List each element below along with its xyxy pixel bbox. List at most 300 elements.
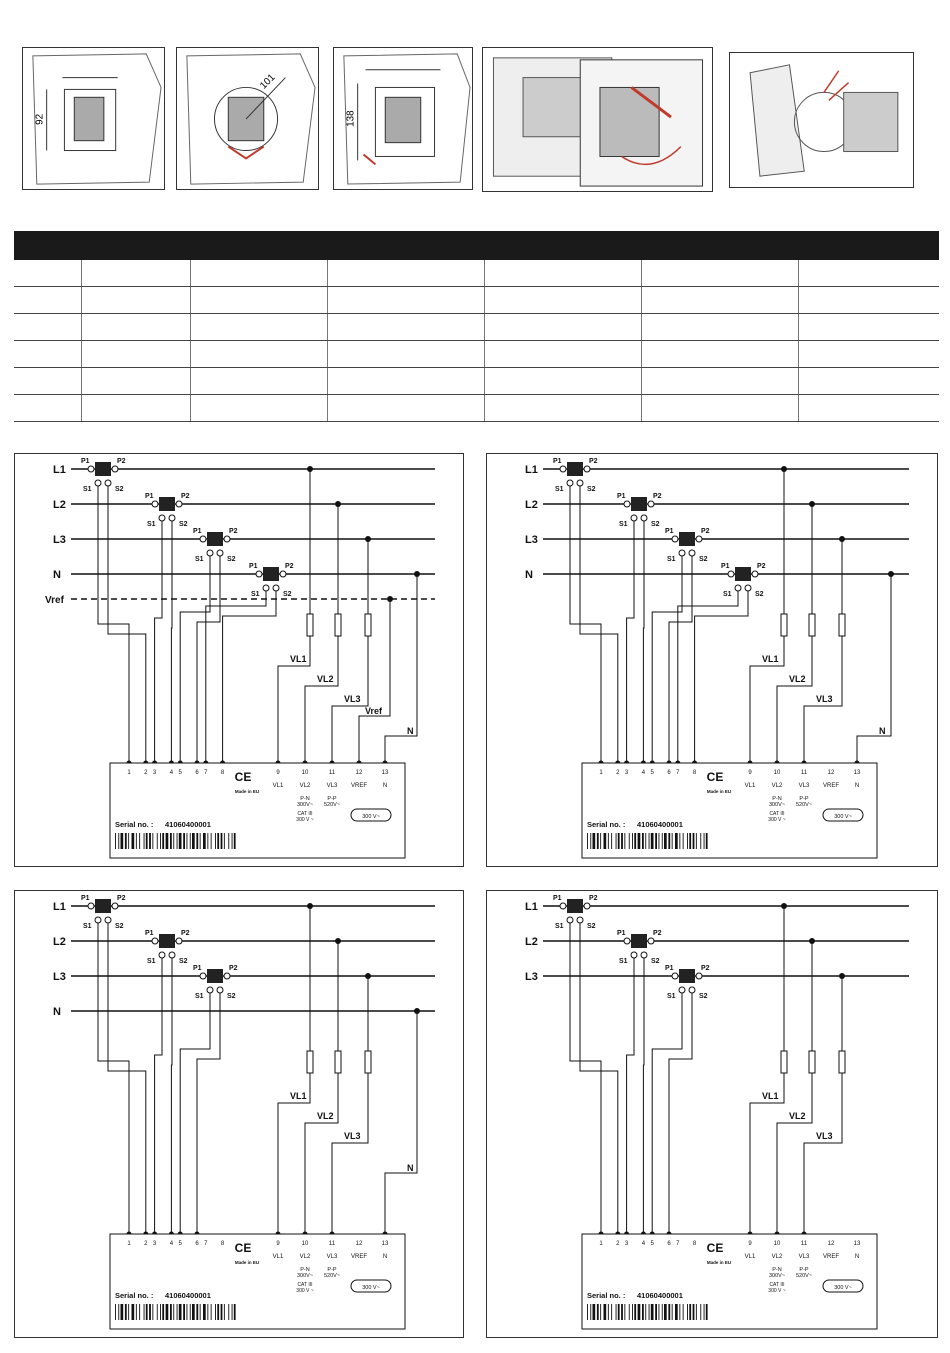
ct-label-p1: P1 bbox=[665, 528, 674, 535]
ce-mark: CE bbox=[234, 1241, 252, 1255]
terminal-ring bbox=[560, 903, 566, 909]
ct-secondary-wire bbox=[643, 521, 644, 763]
voltage-label-vl2: VL2 bbox=[317, 674, 334, 684]
ct-secondary-wire bbox=[98, 486, 129, 763]
terminal-number: 7 bbox=[676, 1241, 680, 1247]
voltage-label-vl3: VL3 bbox=[816, 694, 833, 704]
mounting-step-1 bbox=[22, 47, 165, 190]
terminal-ring bbox=[273, 585, 279, 591]
ct-label-p2: P2 bbox=[117, 895, 126, 902]
voltage-label-vl3: VL3 bbox=[344, 1131, 361, 1141]
terminal-ring bbox=[728, 571, 734, 577]
terminal-number: 12 bbox=[355, 770, 363, 776]
cat-voltage: 300 V ~ bbox=[296, 1288, 314, 1294]
barcode-bar bbox=[125, 1304, 127, 1320]
barcode-bar bbox=[632, 833, 633, 849]
diagram-svg bbox=[487, 454, 939, 868]
ct-label-s2: S2 bbox=[227, 556, 236, 563]
barcode-bar bbox=[642, 1304, 644, 1320]
ct-secondary-wire bbox=[570, 923, 601, 1234]
terminal-number: 2 bbox=[616, 770, 620, 776]
barcode-bar bbox=[192, 1304, 195, 1320]
terminal-number: 13 bbox=[381, 770, 389, 776]
barcode-bar bbox=[621, 1304, 623, 1320]
barcode-bar bbox=[187, 1304, 188, 1320]
cat-label: CAT III bbox=[297, 811, 313, 817]
terminal-ring bbox=[752, 571, 758, 577]
terminal-number: 10 bbox=[301, 770, 309, 776]
ct-secondary-wire bbox=[627, 521, 634, 763]
barcode-bar bbox=[115, 1304, 116, 1320]
current-transformer bbox=[567, 899, 583, 913]
terminal-number: 10 bbox=[773, 1241, 781, 1247]
barcode-bar bbox=[679, 1304, 680, 1320]
terminal-number: 6 bbox=[195, 1241, 199, 1247]
serial-value: 41060400001 bbox=[637, 820, 683, 829]
terminal-ring bbox=[696, 973, 702, 979]
barcode-bar bbox=[608, 1304, 609, 1320]
barcode-bar bbox=[604, 1304, 607, 1320]
ct-label-s1: S1 bbox=[555, 486, 564, 493]
terminal-number: 8 bbox=[692, 1241, 697, 1247]
terminal-ring bbox=[169, 952, 175, 958]
barcode-bar bbox=[587, 1304, 588, 1320]
terminal-ring bbox=[159, 952, 165, 958]
barcode-bar bbox=[642, 833, 644, 849]
barcode-bar bbox=[221, 1304, 223, 1320]
fuse bbox=[307, 614, 313, 636]
terminal-ring bbox=[641, 515, 647, 521]
terminal-number: 13 bbox=[853, 770, 861, 776]
barcode-bar bbox=[132, 833, 135, 849]
ct-label-s2: S2 bbox=[755, 591, 764, 598]
terminal-ring bbox=[88, 903, 94, 909]
terminal-label-vl3: VL3 bbox=[326, 783, 338, 789]
terminal-label-n: N bbox=[854, 783, 860, 789]
terminal-number: 1 bbox=[127, 770, 131, 776]
made-in-label: Made in EU bbox=[234, 789, 260, 794]
ct-secondary-wire bbox=[155, 521, 162, 763]
serial-value: 41060400001 bbox=[637, 1291, 683, 1300]
terminal-label-vl1: VL1 bbox=[744, 783, 756, 789]
barcode-bar bbox=[590, 833, 591, 849]
terminal-ring bbox=[672, 536, 678, 542]
barcode-bar bbox=[659, 1304, 660, 1320]
table-row bbox=[14, 287, 939, 314]
cat-label: CAT III bbox=[769, 811, 785, 817]
terminal-ring bbox=[207, 550, 213, 556]
barcode-bar bbox=[162, 833, 164, 849]
barcode-bar bbox=[704, 1304, 705, 1320]
barcode-bar bbox=[696, 833, 697, 849]
ct-label-p1: P1 bbox=[617, 493, 626, 500]
current-transformer bbox=[159, 934, 175, 948]
phase-label-n: N bbox=[525, 569, 533, 581]
barcode-bar bbox=[624, 1304, 625, 1320]
mounting-step-2 bbox=[176, 47, 319, 190]
fuse bbox=[809, 1051, 815, 1073]
terminal-number: 8 bbox=[692, 770, 697, 776]
terminal-ring bbox=[567, 480, 573, 486]
pp-value: 520V~ bbox=[323, 1273, 341, 1279]
ct-secondary-wire bbox=[580, 923, 618, 1234]
ct-label-p2: P2 bbox=[701, 965, 710, 972]
barcode-bar bbox=[157, 1304, 158, 1320]
barcode-bar bbox=[672, 1304, 673, 1320]
barcode-bar bbox=[162, 1304, 164, 1320]
barcode-bar bbox=[600, 833, 601, 849]
barcode-bar bbox=[664, 833, 667, 849]
terminal-number: 7 bbox=[676, 770, 680, 776]
ct-secondary-wire bbox=[108, 923, 146, 1234]
terminal-ring bbox=[280, 571, 286, 577]
voltage-label-vl1: VL1 bbox=[762, 654, 779, 664]
barcode-bar bbox=[187, 833, 188, 849]
fuse bbox=[335, 614, 341, 636]
made-in-label: Made in EU bbox=[706, 1260, 732, 1265]
terminal-number: 5 bbox=[178, 770, 182, 776]
barcode-bar bbox=[211, 1304, 212, 1320]
terminal-label-vl3: VL3 bbox=[326, 1254, 338, 1260]
terminal-ring bbox=[217, 987, 223, 993]
rating-box-text: 300 V~ bbox=[834, 814, 852, 820]
ct-secondary-wire bbox=[627, 958, 634, 1234]
serial-value: 41060400001 bbox=[165, 820, 211, 829]
barcode-bar bbox=[621, 833, 623, 849]
terminal-ring bbox=[641, 952, 647, 958]
terminal-number: 11 bbox=[328, 1241, 336, 1247]
voltage-wire bbox=[332, 1073, 368, 1234]
step2-dimension: 101 bbox=[258, 72, 278, 92]
phase-label-l2: L2 bbox=[53, 499, 66, 511]
ct-secondary-wire bbox=[695, 591, 748, 763]
barcode-bar bbox=[593, 1304, 596, 1320]
terminal-number: 4 bbox=[169, 770, 174, 776]
terminal-number: 11 bbox=[800, 1241, 808, 1247]
ct-label-p2: P2 bbox=[181, 930, 190, 937]
rating-box-text: 300 V~ bbox=[834, 1285, 852, 1291]
voltage-wire bbox=[777, 1073, 812, 1234]
ct-label-s2: S2 bbox=[179, 521, 188, 528]
terminal-number: 12 bbox=[827, 770, 835, 776]
phase-label-l1: L1 bbox=[53, 901, 66, 913]
ct-label-p1: P1 bbox=[81, 458, 90, 465]
barcode-bar bbox=[217, 1304, 219, 1320]
terminal-ring bbox=[207, 987, 213, 993]
ct-label-s2: S2 bbox=[699, 993, 708, 1000]
barcode-bar bbox=[611, 833, 612, 849]
terminal-number: 5 bbox=[650, 1241, 654, 1247]
terminal-number: 6 bbox=[195, 770, 199, 776]
terminal-ring bbox=[696, 536, 702, 542]
barcode-bar bbox=[146, 1304, 148, 1320]
ct-label-p2: P2 bbox=[701, 528, 710, 535]
pp-value: 520V~ bbox=[323, 802, 341, 808]
pp-label: P-P bbox=[799, 1267, 809, 1273]
rating-box-text: 300 V~ bbox=[362, 814, 380, 820]
barcode-bar bbox=[221, 833, 223, 849]
phase-label-l2: L2 bbox=[53, 936, 66, 948]
barcode-bar bbox=[616, 1304, 617, 1320]
ct-label-p2: P2 bbox=[229, 965, 238, 972]
terminal-ring bbox=[560, 466, 566, 472]
terminal-number: 13 bbox=[381, 1241, 389, 1247]
terminal-number: 10 bbox=[773, 770, 781, 776]
voltage-label-n: N bbox=[407, 1163, 414, 1173]
barcode-bar bbox=[152, 1304, 153, 1320]
barcode-bar bbox=[228, 833, 229, 849]
barcode-bar bbox=[645, 1304, 646, 1320]
ct-label-p1: P1 bbox=[249, 563, 258, 570]
terminal-number: 11 bbox=[800, 770, 808, 776]
ct-label-s1: S1 bbox=[195, 556, 204, 563]
barcode-bar bbox=[590, 1304, 591, 1320]
mounting-step-5 bbox=[729, 52, 914, 188]
ct-secondary-wire bbox=[206, 591, 266, 763]
ct-label-s2: S2 bbox=[283, 591, 292, 598]
pn-label: P-N bbox=[300, 1267, 310, 1273]
terminal-number: 10 bbox=[301, 1241, 309, 1247]
diagram-svg bbox=[487, 891, 939, 1339]
barcode-bar bbox=[587, 833, 588, 849]
barcode-bar bbox=[128, 833, 129, 849]
voltage-label-n: N bbox=[407, 726, 414, 736]
terminal-label-vref: VREF bbox=[822, 1254, 840, 1260]
terminal-number: 4 bbox=[641, 770, 646, 776]
terminal-label-vl3: VL3 bbox=[798, 783, 810, 789]
terminal-number: 2 bbox=[144, 770, 148, 776]
terminal-number: 9 bbox=[748, 1241, 752, 1247]
pp-value: 520V~ bbox=[795, 1273, 813, 1279]
barcode-bar bbox=[136, 833, 137, 849]
barcode-bar bbox=[604, 833, 607, 849]
voltage-wire bbox=[804, 1073, 842, 1234]
ct-label-p2: P2 bbox=[117, 458, 126, 465]
terminal-label-vref: VREF bbox=[350, 783, 368, 789]
fuse bbox=[365, 614, 371, 636]
barcode-bar bbox=[115, 833, 116, 849]
cat-voltage: 300 V ~ bbox=[768, 817, 786, 823]
ce-mark: CE bbox=[706, 770, 724, 784]
ct-secondary-wire bbox=[669, 556, 692, 763]
terminal-ring bbox=[152, 501, 158, 507]
barcode-bar bbox=[234, 833, 236, 849]
terminal-ring bbox=[217, 550, 223, 556]
barcode-bar bbox=[170, 833, 172, 849]
terminal-ring bbox=[624, 501, 630, 507]
ct-label-p1: P1 bbox=[145, 493, 154, 500]
phase-label-n: N bbox=[53, 569, 61, 581]
terminal-ring bbox=[176, 938, 182, 944]
barcode-bar bbox=[144, 1304, 145, 1320]
pn-value: 300V~ bbox=[768, 802, 786, 808]
terminal-label-vl1: VL1 bbox=[272, 1254, 284, 1260]
ct-secondary-wire bbox=[180, 993, 210, 1234]
terminal-ring bbox=[176, 501, 182, 507]
phase-label-l3: L3 bbox=[53, 534, 66, 546]
spec-table-header bbox=[14, 231, 939, 260]
ct-label-p2: P2 bbox=[653, 493, 662, 500]
terminal-number: 12 bbox=[355, 1241, 363, 1247]
terminal-ring bbox=[624, 938, 630, 944]
ct-label-p1: P1 bbox=[553, 458, 562, 465]
fuse bbox=[839, 1051, 845, 1073]
barcode-bar bbox=[629, 1304, 630, 1320]
terminal-label-n: N bbox=[382, 1254, 388, 1260]
barcode-bar bbox=[146, 833, 148, 849]
ct-secondary-wire bbox=[643, 958, 644, 1234]
barcode-bar bbox=[196, 833, 198, 849]
terminal-ring bbox=[105, 917, 111, 923]
ct-label-p2: P2 bbox=[181, 493, 190, 500]
ct-label-s1: S1 bbox=[195, 993, 204, 1000]
current-transformer bbox=[735, 567, 751, 581]
pn-value: 300V~ bbox=[296, 802, 314, 808]
terminal-number: 2 bbox=[144, 1241, 148, 1247]
barcode-bar bbox=[173, 833, 174, 849]
barcode-bar bbox=[234, 1304, 236, 1320]
barcode-bar bbox=[634, 1304, 636, 1320]
ct-label-p1: P1 bbox=[617, 930, 626, 937]
barcode-bar bbox=[600, 1304, 601, 1320]
terminal-ring bbox=[95, 917, 101, 923]
barcode-bar bbox=[224, 1304, 225, 1320]
barcode-bar bbox=[706, 1304, 708, 1320]
terminal-number: 5 bbox=[178, 1241, 182, 1247]
terminal-label-vl2: VL2 bbox=[299, 1254, 311, 1260]
terminal-ring bbox=[95, 480, 101, 486]
barcode-bar bbox=[693, 833, 695, 849]
ct-label-p1: P1 bbox=[665, 965, 674, 972]
vref-line-label: Vref bbox=[45, 595, 64, 606]
diagram-svg bbox=[15, 891, 465, 1339]
terminal-ring bbox=[105, 480, 111, 486]
terminal-number: 13 bbox=[853, 1241, 861, 1247]
terminal-number: 9 bbox=[276, 770, 280, 776]
ct-secondary-wire bbox=[171, 958, 172, 1234]
barcode-bar bbox=[689, 1304, 691, 1320]
terminal-ring bbox=[224, 536, 230, 542]
voltage-label-vl1: VL1 bbox=[290, 654, 307, 664]
barcode-bar bbox=[166, 1304, 169, 1320]
rating-box-text: 300 V~ bbox=[362, 1285, 380, 1291]
terminal-ring bbox=[224, 973, 230, 979]
pp-value: 520V~ bbox=[795, 802, 813, 808]
barcode-bar bbox=[649, 833, 650, 849]
terminal-ring bbox=[735, 585, 741, 591]
ct-label-s2: S2 bbox=[115, 486, 124, 493]
mounting-step-4 bbox=[482, 47, 713, 192]
current-transformer bbox=[679, 969, 695, 983]
barcode-bar bbox=[693, 1304, 695, 1320]
barcode-bar bbox=[696, 1304, 697, 1320]
barcode-bar bbox=[190, 1304, 191, 1320]
barcode-bar bbox=[121, 833, 124, 849]
ct-label-s2: S2 bbox=[179, 958, 188, 965]
barcode-bar bbox=[655, 1304, 657, 1320]
barcode-bar bbox=[139, 1304, 140, 1320]
terminal-number: 2 bbox=[616, 1241, 620, 1247]
table-row bbox=[14, 260, 939, 287]
barcode-bar bbox=[659, 833, 660, 849]
ct-secondary-wire bbox=[669, 993, 692, 1234]
ct-label-s1: S1 bbox=[147, 958, 156, 965]
ct-label-s1: S1 bbox=[83, 486, 92, 493]
wiring-diagram-3wire bbox=[486, 890, 938, 1338]
ct-secondary-wire bbox=[98, 923, 129, 1234]
pn-value: 300V~ bbox=[296, 1273, 314, 1279]
ct-label-s2: S2 bbox=[587, 923, 596, 930]
barcode-bar bbox=[668, 1304, 670, 1320]
barcode-bar bbox=[228, 1304, 229, 1320]
terminal-ring bbox=[631, 952, 637, 958]
current-transformer bbox=[95, 462, 111, 476]
terminal-ring bbox=[200, 973, 206, 979]
barcode-bar bbox=[634, 833, 636, 849]
barcode-bar bbox=[649, 1304, 650, 1320]
pn-label: P-N bbox=[772, 796, 782, 802]
terminal-number: 6 bbox=[667, 770, 671, 776]
terminal-number: 3 bbox=[152, 770, 157, 776]
terminal-number: 11 bbox=[328, 770, 336, 776]
barcode-bar bbox=[687, 833, 688, 849]
cat-label: CAT III bbox=[769, 1282, 785, 1288]
barcode-bar bbox=[149, 1304, 151, 1320]
made-in-label: Made in EU bbox=[234, 1260, 260, 1265]
barcode-bar bbox=[645, 833, 646, 849]
table-row bbox=[14, 395, 939, 422]
terminal-label-n: N bbox=[854, 1254, 860, 1260]
barcode-bar bbox=[597, 1304, 599, 1320]
barcode-bar bbox=[683, 1304, 684, 1320]
barcode-bar bbox=[215, 1304, 216, 1320]
barcode-bar bbox=[616, 833, 617, 849]
spec-table bbox=[14, 231, 939, 422]
current-transformer bbox=[263, 567, 279, 581]
barcode-bar bbox=[121, 1304, 124, 1320]
terminal-ring bbox=[256, 571, 262, 577]
barcode-bar bbox=[687, 1304, 688, 1320]
step3-dimension: 138 bbox=[345, 110, 357, 127]
barcode-bar bbox=[675, 833, 678, 849]
terminal-ring bbox=[584, 903, 590, 909]
phase-label-l2: L2 bbox=[525, 936, 538, 948]
barcode-bar bbox=[166, 833, 169, 849]
diagram-svg bbox=[15, 454, 465, 868]
terminal-label-vref: VREF bbox=[822, 783, 840, 789]
barcode-bar bbox=[177, 833, 178, 849]
voltage-wire bbox=[777, 636, 812, 763]
barcode-bar bbox=[232, 1304, 233, 1320]
ct-label-s1: S1 bbox=[667, 993, 676, 1000]
barcode-bar bbox=[704, 833, 705, 849]
ct-secondary-wire bbox=[197, 993, 220, 1234]
terminal-number: 9 bbox=[748, 770, 752, 776]
terminal-label-vl3: VL3 bbox=[798, 1254, 810, 1260]
ct-label-p2: P2 bbox=[589, 458, 598, 465]
fuse bbox=[335, 1051, 341, 1073]
wiring-diagram-4wire-vref bbox=[14, 453, 464, 867]
terminal-ring bbox=[631, 515, 637, 521]
barcode-bar bbox=[611, 1304, 612, 1320]
pn-label: P-N bbox=[772, 1267, 782, 1273]
ct-label-s1: S1 bbox=[723, 591, 732, 598]
barcode-bar bbox=[217, 833, 219, 849]
terminal-number: 3 bbox=[624, 1241, 629, 1247]
barcode-bar bbox=[160, 1304, 161, 1320]
ct-label-s1: S1 bbox=[667, 556, 676, 563]
ct-secondary-wire bbox=[155, 958, 162, 1234]
